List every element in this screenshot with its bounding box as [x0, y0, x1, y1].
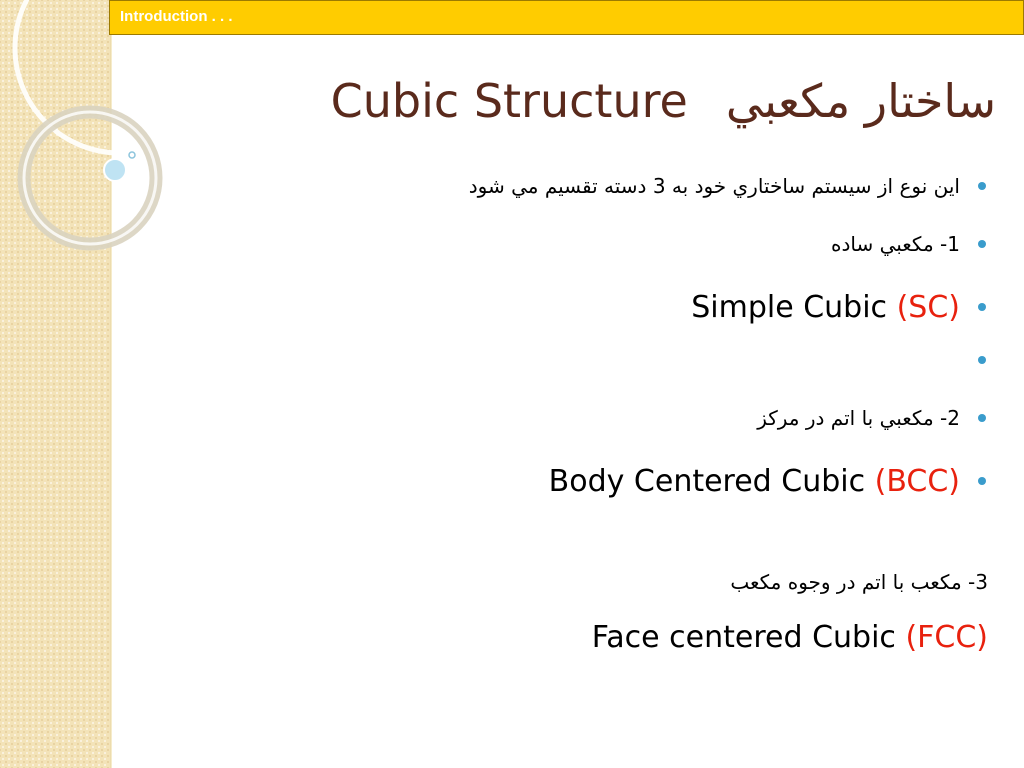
bullet-label: Simple Cubic: [691, 289, 897, 325]
bullet-dot-icon: [978, 240, 986, 248]
bullet-dot-icon: [978, 182, 986, 190]
bullet-text: اين نوع از سيستم ساختاري خود به 3 دسته تقسيم مي شود: [468, 174, 960, 198]
bullet-item-empty: [266, 340, 986, 380]
bullet-list: [266, 166, 986, 514]
slide-title: [331, 66, 996, 136]
banner-label: Introduction . . .: [120, 8, 233, 25]
bullet-item: [266, 456, 986, 506]
bullet-text: 2- مکعبي با اتم در مرکز: [757, 406, 960, 430]
bullet-item: [266, 282, 986, 332]
section-banner: [109, 0, 1024, 35]
bullet-text: 1- مکعبي ساده: [830, 232, 960, 256]
bullet-item: [266, 166, 986, 206]
bullet-dot-icon: [978, 477, 986, 485]
title-persian: ساختار مکعبي: [725, 74, 996, 128]
bullet-item: [266, 224, 986, 264]
bullet-text: [691, 290, 960, 325]
bullet-dot-icon: [978, 356, 986, 364]
fcc-accent: (FCC): [905, 620, 988, 655]
fcc-label: Face centered Cubic: [591, 620, 906, 655]
bullet-accent: (SC): [896, 289, 960, 325]
bullet-dot-icon: [978, 414, 986, 422]
fcc-persian-line: 3- مکعب با اتم در وجوه مکعب: [730, 570, 988, 594]
bullet-text: [549, 464, 960, 499]
bullet-accent: (BCC): [874, 463, 960, 499]
bullet-dot-icon: [978, 303, 986, 311]
bullet-item: [266, 398, 986, 438]
bullet-label: Body Centered Cubic: [548, 463, 875, 499]
fcc-english-line: [592, 620, 988, 655]
decorative-rings: [0, 0, 200, 340]
title-english: Cubic Structure: [330, 74, 688, 128]
